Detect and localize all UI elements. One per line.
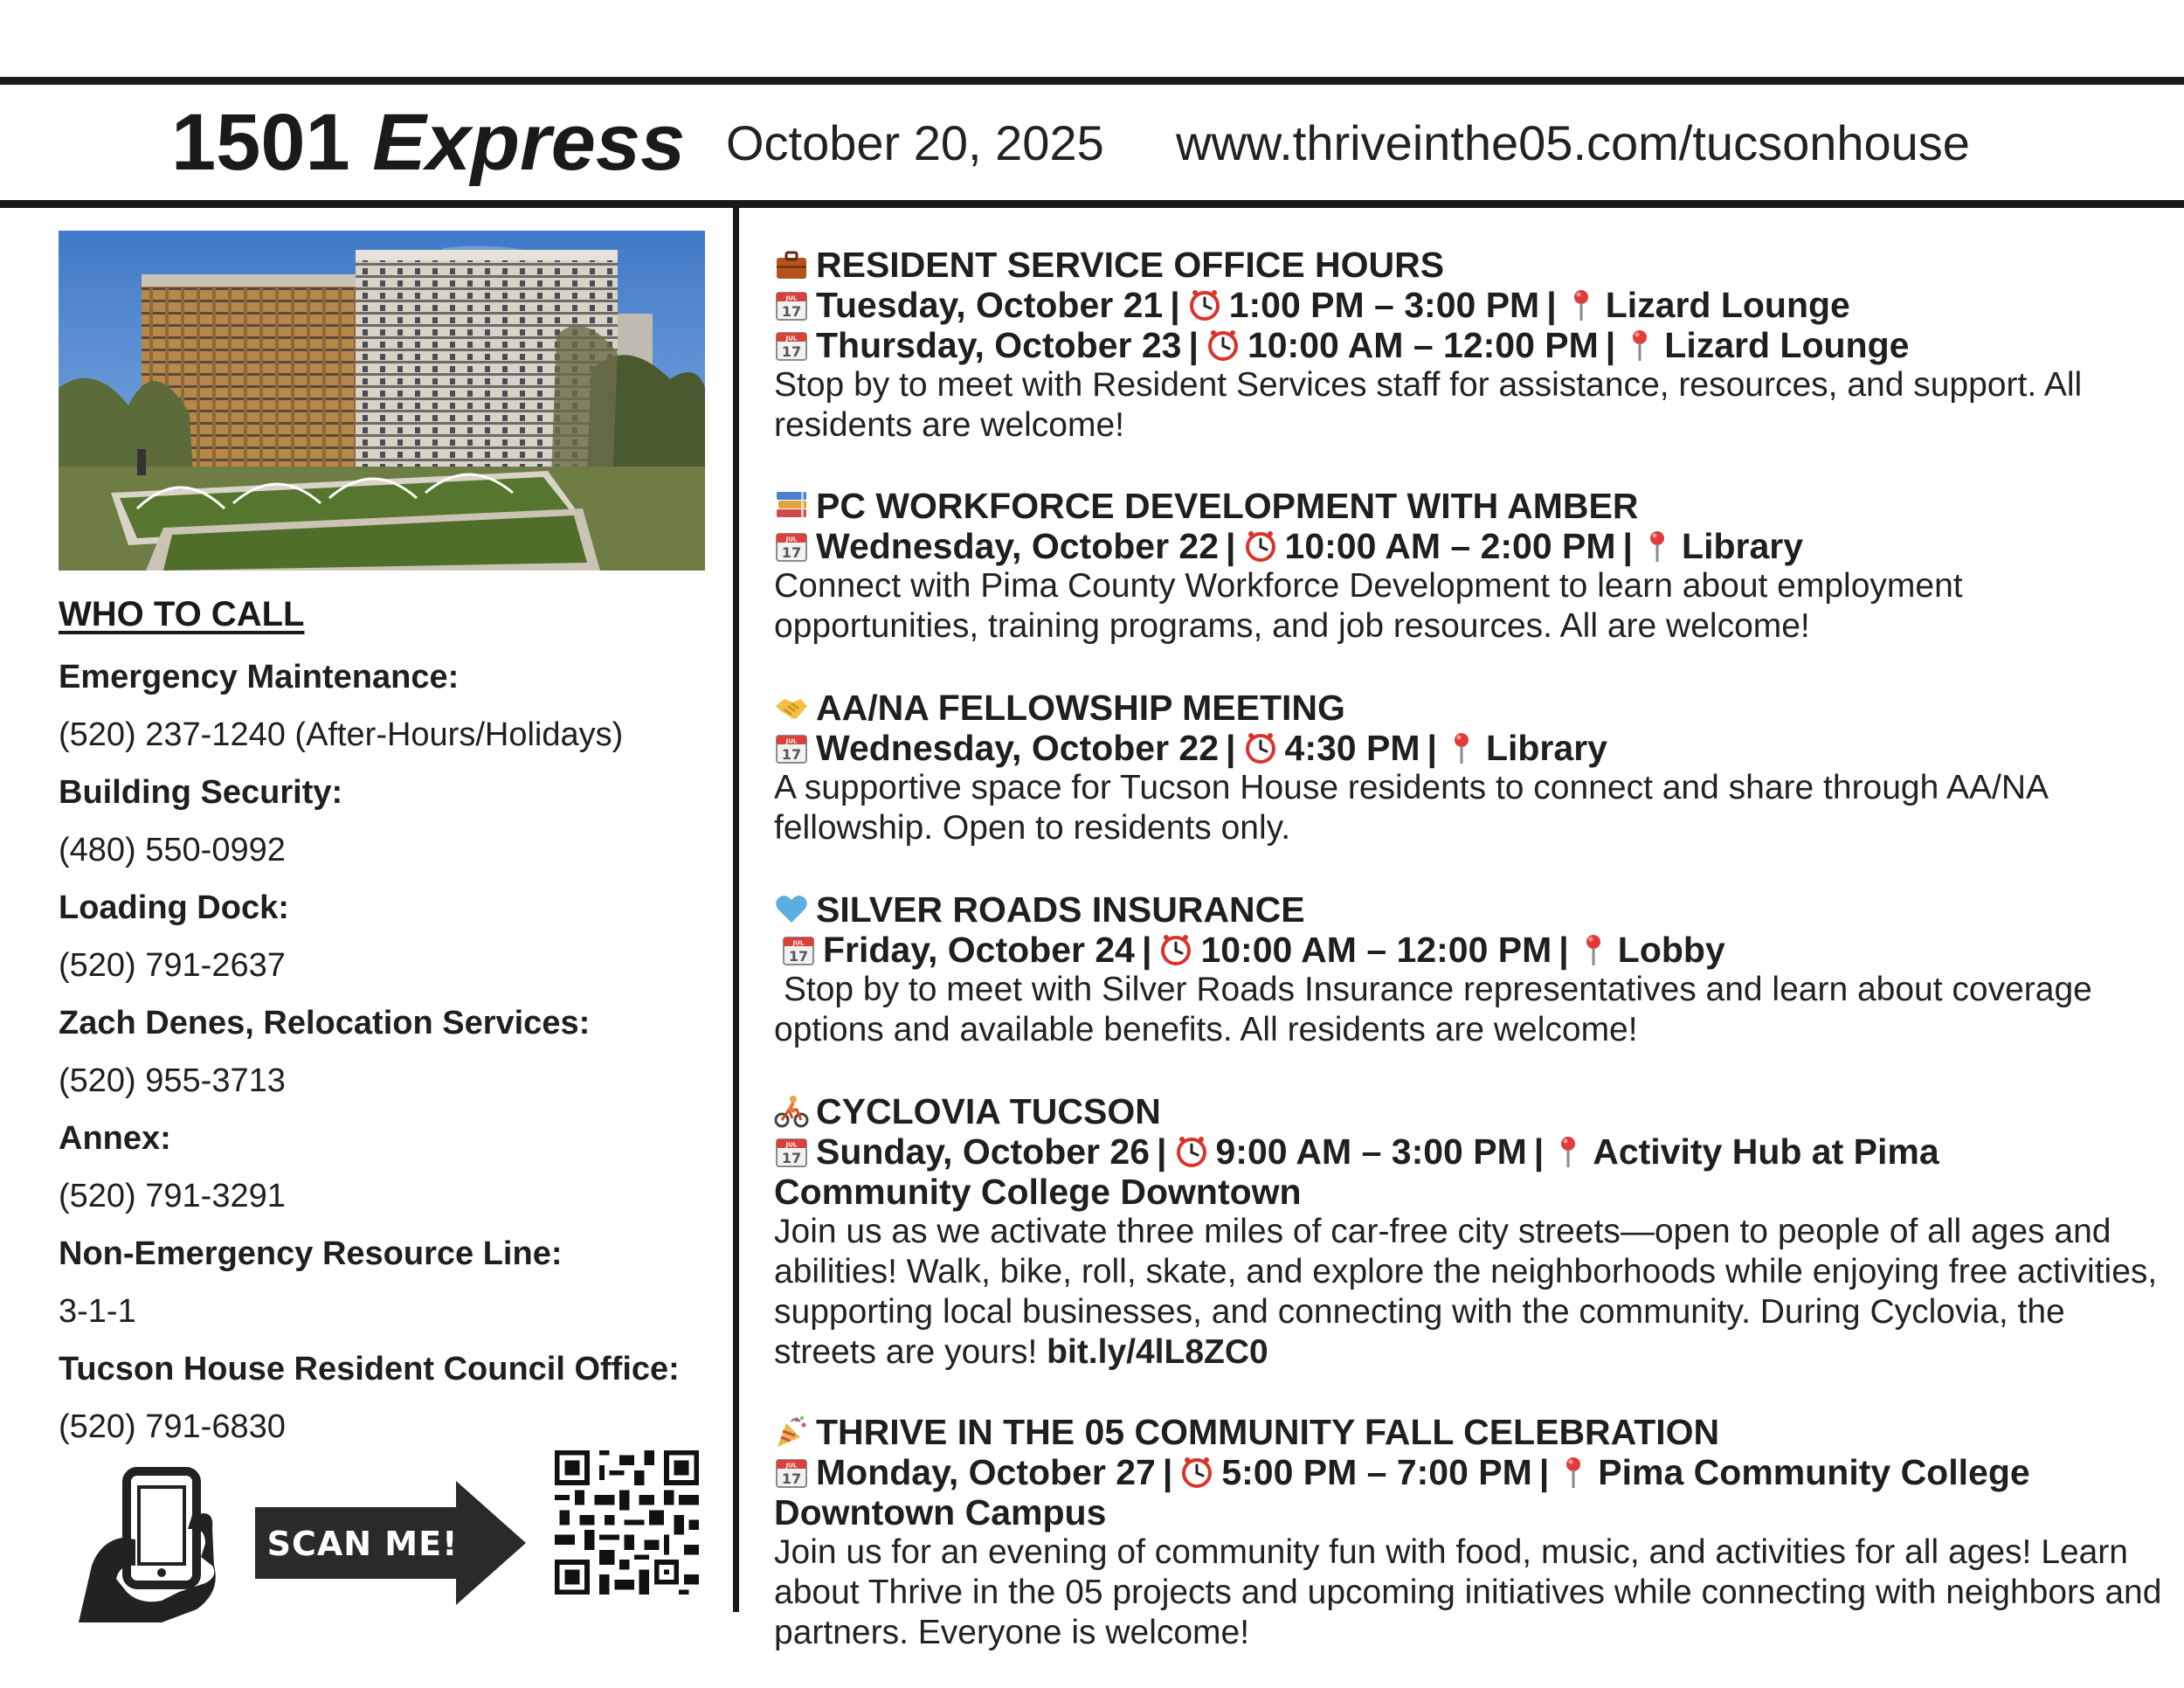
alarm-clock-icon (1243, 529, 1278, 564)
event-title (774, 889, 2163, 930)
event-title-text: THRIVE IN THE 05 COMMUNITY FALL CELEBRATION (816, 1412, 1720, 1452)
contact-phone[interactable]: (520) 955-3713 (59, 1062, 286, 1099)
event-link[interactable]: bit.ly/4lL8ZC0 (1047, 1333, 1268, 1371)
alarm-clock-icon (1187, 287, 1222, 322)
title-number: 1501 (171, 97, 350, 187)
qr-code-icon[interactable] (555, 1450, 699, 1595)
contact-item (59, 1340, 722, 1456)
event-title (774, 245, 2163, 285)
website-url[interactable]: www.thriveinthe05.com/tucsonhouse (1176, 114, 1970, 170)
event-day: Friday, October 24 (823, 930, 1135, 970)
contact-phone[interactable]: (520) 791-2637 (59, 947, 286, 984)
issue-date: October 20, 2025 (726, 114, 1104, 170)
event-location: Library (1682, 526, 1804, 566)
contact-item (59, 764, 722, 879)
calendar-icon (774, 287, 809, 322)
contact-label: Loading Dock: (59, 889, 289, 926)
masthead-top-rule (0, 77, 2184, 85)
contact-label: Emergency Maintenance: (59, 659, 460, 695)
location-pin-icon (1640, 529, 1675, 564)
event-title (774, 688, 2163, 728)
location-pin-icon (1556, 1455, 1591, 1490)
event-time: 10:00 AM – 12:00 PM (1200, 930, 1552, 970)
books-icon (774, 488, 809, 523)
event-description (774, 1212, 2167, 1373)
calendar-icon (774, 328, 809, 363)
contact-phone[interactable]: (520) 791-3291 (59, 1178, 286, 1214)
location-pin-icon (1444, 730, 1479, 765)
event-location: Pima Community College (1598, 1452, 2030, 1492)
contact-phone[interactable]: 3-1-1 (59, 1293, 136, 1330)
event-time: 4:30 PM (1284, 728, 1420, 768)
event-session: Wednesday, October 22 | 4:30 PM | Library (774, 728, 2163, 768)
event-location-continued: Downtown Campus (774, 1492, 1107, 1532)
location-pin-icon (1622, 328, 1657, 363)
event-title-text: SILVER ROADS INSURANCE (816, 889, 1305, 930)
alarm-clock-icon (1174, 1134, 1209, 1169)
contact-item (59, 879, 722, 994)
event-day: Wednesday, October 22 (816, 526, 1220, 566)
event-description: A supportive space for Tucson House residents to connect and share through AA/NA fellowship. Open to residents only. (774, 769, 2047, 847)
event-title-text: AA/NA FELLOWSHIP MEETING (816, 688, 1345, 728)
contact-label: Annex: (59, 1120, 171, 1157)
event-resident-service-office-hours (774, 245, 2163, 446)
blue-heart-icon (774, 892, 809, 927)
calendar-icon (774, 1455, 809, 1490)
calendar-icon (781, 932, 816, 967)
event-title-text: PC WORKFORCE DEVELOPMENT WITH AMBER (816, 486, 1639, 526)
event-time: 10:00 AM – 12:00 PM (1247, 325, 1599, 365)
event-day: Monday, October 27 (816, 1452, 1156, 1492)
party-popper-icon (774, 1415, 809, 1449)
event-session: Wednesday, October 22 | 10:00 AM – 2:00 PM | Library (774, 526, 2163, 566)
title-word: Express (372, 97, 686, 187)
event-day: Sunday, October 26 (816, 1131, 1151, 1172)
phone-in-hand-icon (74, 1461, 223, 1622)
newsletter-title (171, 85, 685, 200)
event-location: Lizard Lounge (1605, 285, 1850, 325)
event-title-text: CYCLOVIA TUCSON (816, 1091, 1161, 1131)
column-divider (733, 208, 739, 1612)
event-day: Tuesday, October 21 (816, 285, 1164, 325)
event-time: 10:00 AM – 2:00 PM (1284, 526, 1616, 566)
calendar-icon (774, 1134, 809, 1169)
event-day: Wednesday, October 22 (816, 728, 1220, 768)
event-description: Join us for an evening of community fun with food, music, and activities for all ages! Learn about Thrive in the 05 projects and upcoming initiatives while connecting with neighbors and partners. Everyone is welcome! (774, 1533, 2162, 1651)
event-session: Thursday, October 23 | 10:00 AM – 12:00 PM | Lizard Lounge (774, 325, 2163, 365)
event-aa-na-fellowship-meeting (774, 688, 2163, 848)
handshake-icon (774, 690, 809, 725)
event-title (774, 1091, 2163, 1131)
event-time: 5:00 PM – 7:00 PM (1221, 1452, 1532, 1492)
event-title (774, 1412, 2163, 1452)
event-description: Connect with Pima County Workforce Development to learn about employment opportunities, training programs, and job resources. All are welcome! (774, 567, 1963, 645)
event-description: Stop by to meet with Resident Services staff for assistance, resources, and support. All residents are welcome! (774, 366, 2083, 444)
event-time: 9:00 AM – 3:00 PM (1215, 1131, 1527, 1172)
contact-item (59, 648, 722, 764)
event-session: Monday, October 27 | 5:00 PM – 7:00 PM | Pima Community College (774, 1452, 2163, 1492)
contact-label: Tucson House Resident Council Office: (59, 1351, 680, 1387)
contact-phone[interactable]: (480) 550-0992 (59, 832, 286, 868)
who-to-call-heading: WHO TO CALL (59, 595, 305, 633)
event-description: Stop by to meet with Silver Roads Insurance representatives and learn about coverage options and available benefits. All residents are welcome! (774, 971, 2102, 1048)
event-location: Lobby (1617, 930, 1725, 970)
event-cyclovia-tucson (774, 1091, 2167, 1373)
calendar-icon (774, 730, 809, 765)
scan-me-label: SCAN ME! (266, 1525, 459, 1563)
event-location: Activity Hub at Pima (1593, 1131, 1939, 1172)
event-location: Library (1485, 728, 1607, 768)
event-session: Tuesday, October 21 | 1:00 PM – 3:00 PM | Lizard Lounge (774, 285, 2163, 325)
location-pin-icon (1576, 932, 1611, 967)
contact-phone[interactable]: (520) 791-6830 (59, 1408, 286, 1445)
event-location-continued: Community College Downtown (774, 1172, 1302, 1212)
contact-phone[interactable]: (520) 237-1240 (After-Hours/Holidays) (59, 716, 624, 753)
event-title-text: RESIDENT SERVICE OFFICE HOURS (816, 245, 1445, 285)
alarm-clock-icon (1179, 1455, 1214, 1490)
event-day: Thursday, October 23 (816, 325, 1182, 365)
contact-label: Non-Emergency Resource Line: (59, 1235, 563, 1272)
event-location: Lizard Lounge (1664, 325, 1910, 365)
location-pin-icon (1564, 287, 1599, 322)
contact-item (59, 1225, 722, 1340)
event-thrive-fall-celebration (774, 1412, 2163, 1653)
contact-item (59, 1110, 722, 1225)
scan-me-area (74, 1450, 703, 1625)
alarm-clock-icon (1158, 932, 1193, 967)
masthead-bottom-rule (0, 200, 2184, 208)
contact-label: Zach Denes, Relocation Services: (59, 1005, 591, 1041)
event-silver-roads-insurance (774, 889, 2163, 1050)
event-title (774, 486, 2163, 526)
alarm-clock-icon (1206, 328, 1241, 363)
event-pc-workforce-development (774, 486, 2163, 647)
briefcase-icon (774, 247, 809, 282)
contact-label: Building Security: (59, 774, 343, 811)
contact-item (59, 994, 722, 1110)
alarm-clock-icon (1243, 730, 1278, 765)
who-to-call-section (59, 592, 722, 1456)
cyclist-icon (774, 1094, 809, 1129)
event-session: Friday, October 24 | 10:00 AM – 12:00 PM | Lobby (774, 930, 2163, 970)
location-pin-icon (1551, 1134, 1586, 1169)
tucson-house-building-photo (59, 231, 705, 571)
event-description-text: Join us as we activate three miles of car-free city streets—open to people of all ages and abilities! Walk, bike, roll, skate, and explore the neighborhoods while enjoying free activities, supporting local businesses, and connecting with the community. During Cyclovia, the streets are yours! (774, 1213, 2167, 1371)
calendar-icon (774, 529, 809, 564)
event-session: Sunday, October 26 | 9:00 AM – 3:00 PM | Activity Hub at Pima (774, 1131, 2163, 1172)
event-time: 1:00 PM – 3:00 PM (1228, 285, 1540, 325)
